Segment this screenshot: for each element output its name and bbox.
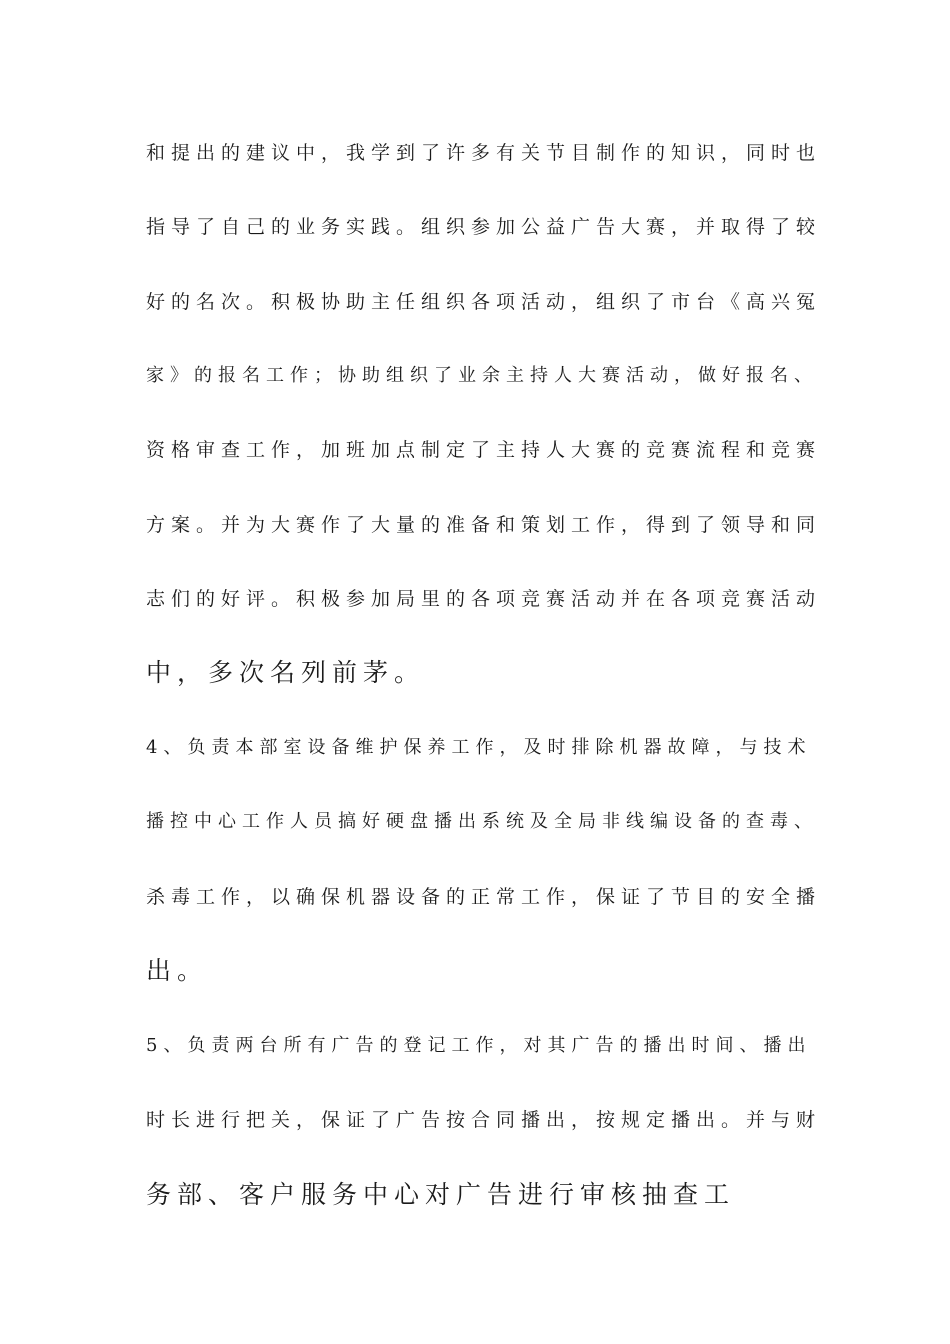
text-line: 资格审查工作，加班加点制定了主持人大赛的竞赛流程和竞赛 [146, 439, 822, 461]
text-line: 好的名次。积极协助主任组织各项活动，组织了市台《高兴冤 [146, 291, 822, 313]
text-line: 4、负责本部室设备维护保养工作，及时排除机器故障，与技术 [146, 737, 812, 758]
text-line: 家》的报名工作；协助组织了业余主持人大赛活动，做好报名、 [146, 365, 818, 386]
text-line: 志们的好评。积极参加局里的各项竞赛活动并在各项竞赛活动 [146, 588, 822, 610]
text-line: 和提出的建议中，我学到了许多有关节目制作的知识，同时也 [146, 142, 822, 164]
text-line: 务部、客户服务中心对广告进行审核抽查工 [146, 1180, 736, 1209]
text-line: 5、负责两台所有广告的登记工作，对其广告的播出时间、播出 [146, 1035, 812, 1056]
text-line: 指导了自己的业务实践。组织参加公益广告大赛，并取得了较 [146, 216, 822, 238]
text-line: 出。 [146, 956, 209, 985]
text-line: 方案。并为大赛作了大量的准备和策划工作，得到了领导和同 [146, 514, 822, 536]
text-line: 中，多次名列前茅。 [146, 658, 426, 687]
text-line: 杀毒工作，以确保机器设备的正常工作，保证了节目的安全播 [146, 886, 822, 908]
text-line: 播控中心工作人员搞好硬盘播出系统及全局非线编设备的查毒、 [146, 811, 818, 832]
text-line: 时长进行把关，保证了广告按合同播出，按规定播出。并与财 [146, 1109, 822, 1131]
